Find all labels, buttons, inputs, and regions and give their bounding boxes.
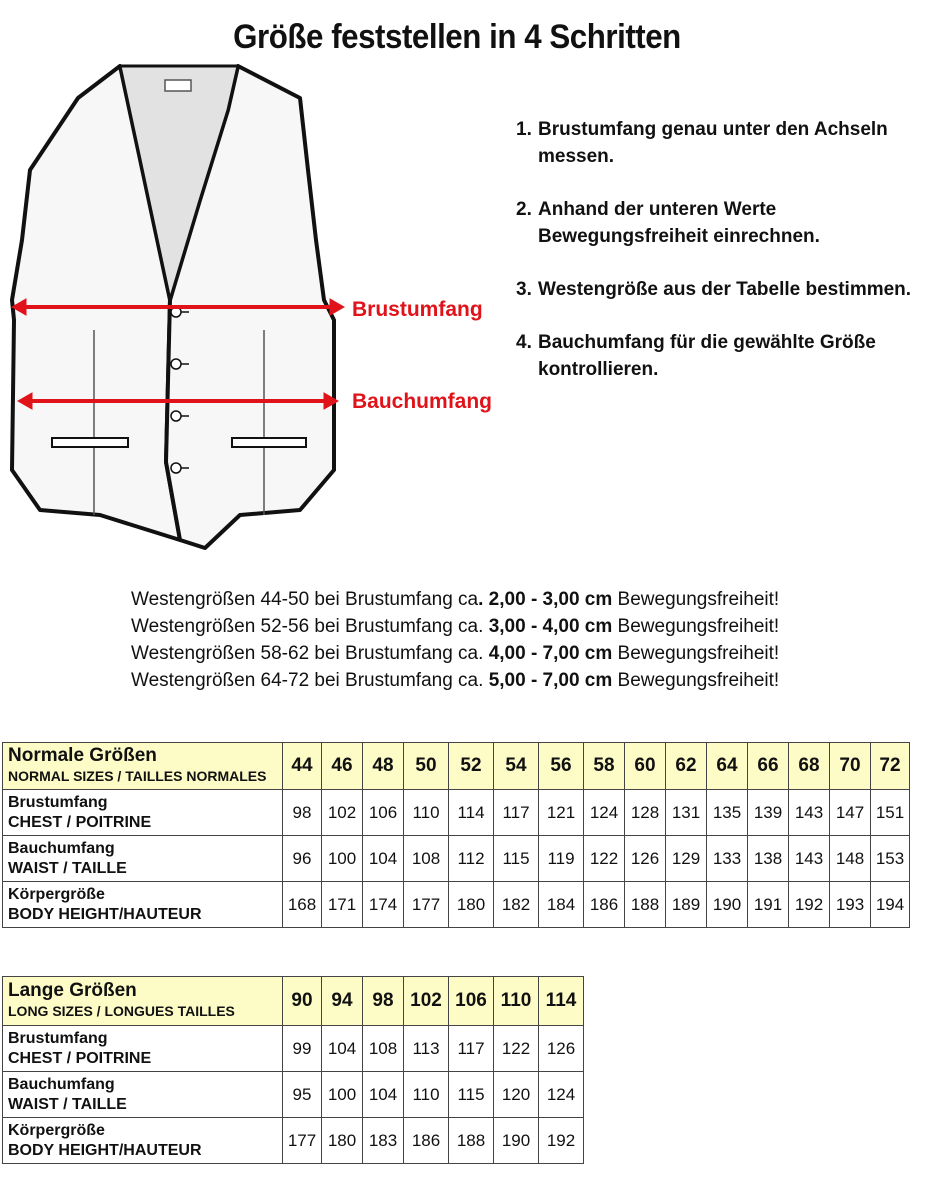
long-sizes-table	[2, 976, 584, 1164]
row-sublabel: WAIST / TAILLE	[8, 1095, 127, 1113]
table-cell: 139	[748, 790, 789, 836]
size-header-cell: 60	[625, 743, 666, 790]
table-cell: 143	[789, 836, 830, 882]
size-header-cell: 72	[871, 743, 910, 790]
table-cell: 148	[830, 836, 871, 882]
step-4: 4. Bauchumfang für die gewählte Größe kontrollieren.	[516, 332, 876, 380]
size-header-cell: 90	[283, 977, 322, 1026]
table-cell: 120	[494, 1072, 539, 1118]
table-cell: 193	[830, 882, 871, 928]
table-cell: 117	[449, 1026, 494, 1072]
step-2: 2. Anhand der unteren Werte Bewegungsfreiheit einrechnen.	[516, 199, 820, 247]
table-cell: 104	[322, 1026, 363, 1072]
size-header-cell: 46	[322, 743, 363, 790]
table-cell: 168	[283, 882, 322, 928]
table-cell: 151	[871, 790, 910, 836]
right-pocket	[232, 438, 306, 447]
row-label-cell	[3, 1026, 283, 1072]
row-label: Brustumfang	[8, 1029, 108, 1047]
table-cell: 124	[539, 1072, 584, 1118]
table-row	[3, 790, 910, 836]
size-header-cell: 102	[404, 977, 449, 1026]
ease-line: Westengrößen 52-56 bei Brustumfang ca. 3,00 - 4,00 cm Bewegungsfreiheit!	[131, 616, 780, 637]
table-row	[3, 1026, 584, 1072]
row-label-cell	[3, 790, 283, 836]
left-pocket	[52, 438, 128, 447]
row-label-cell	[3, 1072, 283, 1118]
table-cell: 126	[539, 1026, 584, 1072]
table-cell: 115	[449, 1072, 494, 1118]
ease-line: Westengrößen 64-72 bei Brustumfang ca. 5,00 - 7,00 cm Bewegungsfreiheit!	[131, 670, 780, 691]
step-3: 3. Westengröße aus der Tabelle bestimmen.	[516, 279, 912, 300]
table-cell: 98	[283, 790, 322, 836]
table-cell: 115	[494, 836, 539, 882]
table-cell: 182	[494, 882, 539, 928]
table-cell: 135	[707, 790, 748, 836]
table-cell: 177	[404, 882, 449, 928]
size-header-cell: 114	[539, 977, 584, 1026]
table-cell: 113	[404, 1026, 449, 1072]
size-header-cell: 98	[363, 977, 404, 1026]
row-sublabel: BODY HEIGHT/HAUTEUR	[8, 905, 202, 923]
table-cell: 186	[404, 1118, 449, 1164]
table-cell: 100	[322, 836, 363, 882]
size-header-cell: 94	[322, 977, 363, 1026]
table-cell: 129	[666, 836, 707, 882]
table-cell: 95	[283, 1072, 322, 1118]
size-header-cell: 54	[494, 743, 539, 790]
instruction-steps	[516, 116, 916, 409]
table-cell: 117	[494, 790, 539, 836]
table-cell: 190	[707, 882, 748, 928]
ease-line: Westengrößen 44-50 bei Brustumfang ca. 2,00 - 3,00 cm Bewegungsfreiheit!	[131, 589, 780, 610]
size-header-cell: 62	[666, 743, 707, 790]
size-header-cell: 50	[404, 743, 449, 790]
table-subtitle: NORMAL SIZES / TAILLES NORMALES	[8, 768, 267, 784]
size-header-cell: 70	[830, 743, 871, 790]
table-cell: 106	[363, 790, 404, 836]
ease-allowance-notes	[131, 586, 779, 694]
size-header-cell: 106	[449, 977, 494, 1026]
size-header-row	[3, 977, 584, 1026]
size-header-cell: 64	[707, 743, 748, 790]
table-cell: 183	[363, 1118, 404, 1164]
waist-label: Bauchumfang	[352, 390, 493, 413]
row-label-cell	[3, 836, 283, 882]
row-label-cell	[3, 1118, 283, 1164]
table-cell: 126	[625, 836, 666, 882]
table-cell: 188	[449, 1118, 494, 1164]
table-cell: 108	[363, 1026, 404, 1072]
table-cell: 177	[283, 1118, 322, 1164]
table-cell: 190	[494, 1118, 539, 1164]
table-cell: 143	[789, 790, 830, 836]
table-subtitle: LONG SIZES / LONGUES TAILLES	[8, 1003, 235, 1019]
size-header-cell: 56	[539, 743, 584, 790]
size-header-cell: 66	[748, 743, 789, 790]
table-cell: 104	[363, 1072, 404, 1118]
table-title-cell	[3, 743, 283, 790]
size-header-cell: 52	[449, 743, 494, 790]
table-row	[3, 836, 910, 882]
row-label: Körpergröße	[8, 885, 105, 903]
table-cell: 131	[666, 790, 707, 836]
table-cell: 192	[539, 1118, 584, 1164]
table-cell: 184	[539, 882, 584, 928]
row-label: Körpergröße	[8, 1121, 105, 1139]
table-cell: 100	[322, 1072, 363, 1118]
page-title: Größe feststellen in 4 Schritten	[233, 18, 681, 56]
row-label-cell	[3, 882, 283, 928]
row-sublabel: BODY HEIGHT/HAUTEUR	[8, 1141, 202, 1159]
size-header-row	[3, 743, 910, 790]
vest-diagram	[0, 55, 510, 555]
size-header-cell: 68	[789, 743, 830, 790]
table-cell: 194	[871, 882, 910, 928]
table-cell: 138	[748, 836, 789, 882]
table-cell: 171	[322, 882, 363, 928]
size-header-cell: 48	[363, 743, 404, 790]
table-cell: 180	[322, 1118, 363, 1164]
row-label: Brustumfang	[8, 793, 108, 811]
table-cell: 188	[625, 882, 666, 928]
chest-label: Brustumfang	[352, 298, 483, 321]
table-cell: 121	[539, 790, 584, 836]
table-cell: 99	[283, 1026, 322, 1072]
table-cell: 124	[584, 790, 625, 836]
table-title: Normale Größen	[8, 745, 157, 766]
table-cell: 189	[666, 882, 707, 928]
table-row	[3, 1072, 584, 1118]
table-title-cell	[3, 977, 283, 1026]
table-row	[3, 1118, 584, 1164]
row-label: Bauchumfang	[8, 839, 115, 857]
table-cell: 186	[584, 882, 625, 928]
table-cell: 104	[363, 836, 404, 882]
table-cell: 147	[830, 790, 871, 836]
table-cell: 191	[748, 882, 789, 928]
table-cell: 112	[449, 836, 494, 882]
size-header-cell: 110	[494, 977, 539, 1026]
table-cell: 102	[322, 790, 363, 836]
row-sublabel: WAIST / TAILLE	[8, 859, 127, 877]
table-cell: 96	[283, 836, 322, 882]
table-cell: 180	[449, 882, 494, 928]
table-cell: 133	[707, 836, 748, 882]
step-1: 1. Brustumfang genau unter den Achseln messen.	[516, 119, 888, 167]
row-sublabel: CHEST / POITRINE	[8, 1049, 152, 1067]
ease-line: Westengrößen 58-62 bei Brustumfang ca. 4,00 - 7,00 cm Bewegungsfreiheit!	[131, 643, 780, 664]
table-cell: 119	[539, 836, 584, 882]
size-header-cell: 44	[283, 743, 322, 790]
table-cell: 110	[404, 790, 449, 836]
table-cell: 110	[404, 1072, 449, 1118]
table-cell: 122	[584, 836, 625, 882]
normal-sizes-table	[2, 742, 910, 928]
table-cell: 153	[871, 836, 910, 882]
table-row	[3, 882, 910, 928]
row-sublabel: CHEST / POITRINE	[8, 813, 152, 831]
table-cell: 114	[449, 790, 494, 836]
collar-label	[165, 80, 191, 91]
table-title: Lange Größen	[8, 980, 137, 1001]
table-cell: 108	[404, 836, 449, 882]
table-cell: 128	[625, 790, 666, 836]
table-cell: 174	[363, 882, 404, 928]
table-cell: 122	[494, 1026, 539, 1072]
size-header-cell: 58	[584, 743, 625, 790]
table-cell: 192	[789, 882, 830, 928]
row-label: Bauchumfang	[8, 1075, 115, 1093]
